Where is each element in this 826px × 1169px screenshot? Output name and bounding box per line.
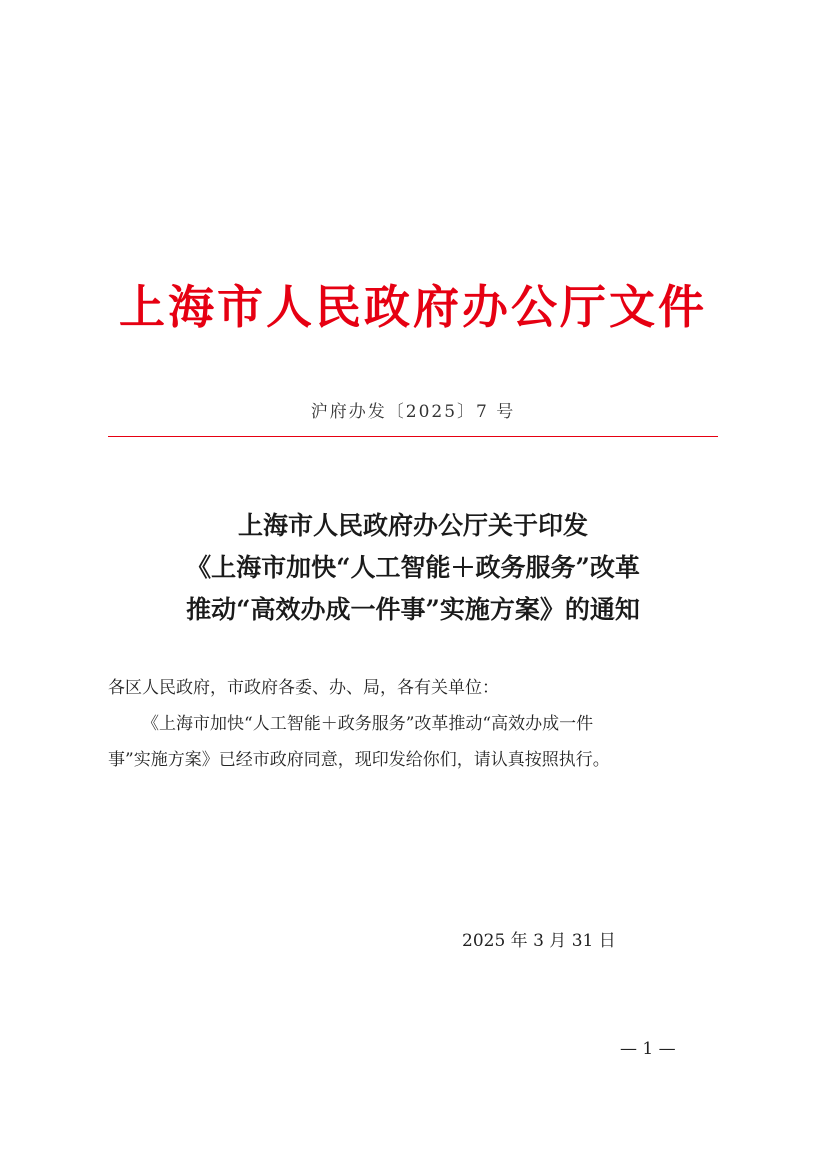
document-number: 沪府办发〔2025〕7 号 — [310, 402, 516, 422]
issue-date: 2025 年 3 月 31 日 — [462, 931, 616, 951]
notice-title — [108, 505, 718, 631]
paragraph-line-1: 《上海市加快“人工智能＋政务服务”改革推动“高效办成一件 — [142, 714, 594, 734]
salutation: 各区人民政府，市政府各委、办、局，各有关单位： — [108, 678, 499, 698]
red-divider-line — [108, 436, 718, 437]
title-line-2: 《上海市加快“人工智能＋政务服务”改革 — [186, 553, 640, 582]
document-masthead: 上海市人民政府办公厅文件 — [119, 280, 707, 334]
paragraph-line-2: 事”实施方案》已经市政府同意，现印发给你们，请认真按照执行。 — [108, 750, 610, 770]
title-line-3: 推动“高效办成一件事”实施方案》的通知 — [186, 595, 640, 624]
notice-body — [108, 670, 720, 778]
page-number: — 1 — — [620, 1039, 676, 1059]
title-line-1: 上海市人民政府办公厅关于印发 — [237, 511, 588, 540]
